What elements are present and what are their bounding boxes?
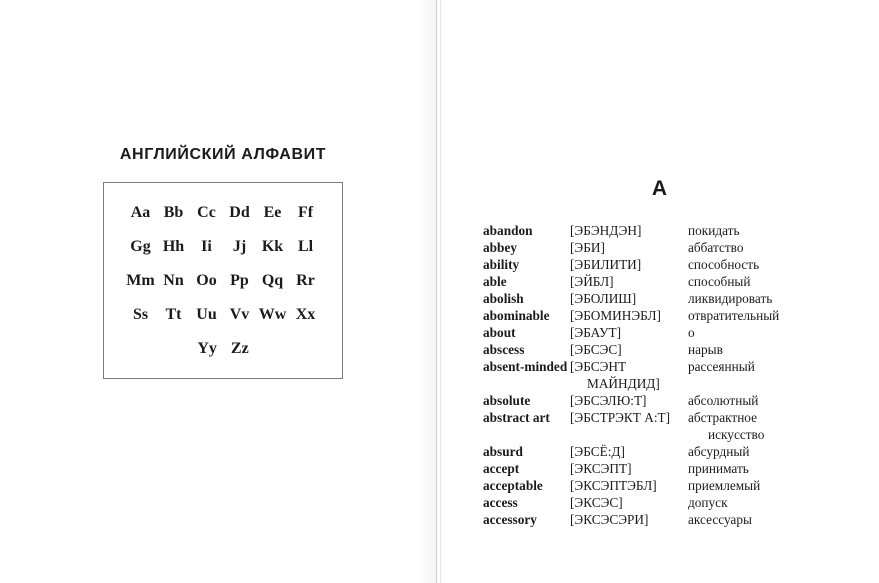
translation-line-1: абстрактное — [688, 410, 758, 425]
letter-pair: Ff — [297, 204, 314, 221]
alphabet-row — [104, 272, 342, 306]
entry-transcription: [ЭКСЭПТЭБЛ] — [570, 478, 657, 493]
dictionary-entry — [483, 494, 855, 511]
letter-pair: Ww — [258, 306, 287, 323]
entry-translation: способный — [688, 274, 751, 289]
entry-transcription: [ЭБСЁ:Д] — [570, 444, 625, 459]
entry-word: abominable — [483, 308, 550, 323]
entry-transcription: [ЭБИ] — [570, 240, 605, 255]
letter-pair: Aa — [130, 204, 151, 221]
alphabet-row — [104, 340, 342, 374]
entry-translation: принимать — [688, 461, 749, 476]
entry-translation: абсолютный — [688, 393, 759, 408]
entry-transcription: [ЭКСЭС] — [570, 495, 623, 510]
letter-pair: Kk — [261, 238, 284, 255]
dictionary-entry — [483, 341, 855, 358]
entry-word: ability — [483, 257, 520, 272]
entry-translation: приемлемый — [688, 478, 761, 493]
entry-transcription — [570, 358, 688, 392]
transcription-line-1: [ЭБСЭНТ — [570, 359, 627, 374]
alphabet-row — [104, 204, 342, 238]
entry-word: abandon — [483, 223, 533, 238]
letter-pair: Bb — [163, 204, 184, 221]
letter-pair: Ii — [201, 238, 212, 255]
dictionary-entry — [483, 443, 855, 460]
entry-transcription: [ЭКСЭПТ] — [570, 461, 632, 476]
entry-word: abstract art — [483, 410, 550, 425]
translation-line-2: искусство — [708, 427, 765, 442]
letter-pair: Jj — [232, 238, 247, 255]
letter-pair: Dd — [229, 204, 250, 221]
entry-word: accessory — [483, 512, 537, 527]
dictionary-entries — [483, 222, 855, 528]
entry-transcription: [ЭКСЭСЭРИ] — [570, 512, 649, 527]
letter-pair: Tt — [165, 306, 182, 323]
section-heading: А — [651, 177, 668, 200]
transcription-line-2: МАЙНДИД] — [587, 376, 660, 391]
letter-pair: Qq — [261, 272, 284, 289]
alphabet-box — [103, 182, 343, 379]
dictionary-entry — [483, 222, 855, 239]
letter-pair: Cc — [197, 204, 216, 221]
entry-translation: ликвидировать — [688, 291, 773, 306]
entry-word: acceptable — [483, 478, 543, 493]
letter-pair: Xx — [295, 306, 316, 323]
entry-translation: нарыв — [688, 342, 723, 357]
entry-translation: рассеянный — [688, 359, 755, 374]
dictionary-entry — [483, 460, 855, 477]
right-page — [440, 0, 879, 583]
entry-word: abbey — [483, 240, 517, 255]
entry-word: about — [483, 325, 516, 340]
letter-pair: Hh — [162, 238, 185, 255]
entry-word: absurd — [483, 444, 523, 459]
alphabet-row — [104, 238, 342, 272]
dictionary-entry — [483, 307, 855, 324]
entry-translation: о — [688, 325, 695, 340]
letter-pair: Ll — [297, 238, 314, 255]
entry-translation: способность — [688, 257, 760, 272]
entry-word: abolish — [483, 291, 524, 306]
entry-translation: допуск — [688, 495, 728, 510]
letter-pair: Zz — [230, 340, 249, 357]
letter-pair: Pp — [230, 272, 249, 289]
dictionary-entry — [483, 256, 855, 273]
letter-pair: Mm — [126, 272, 155, 289]
letter-pair: Yy — [197, 340, 217, 357]
entry-translation: аббатство — [688, 240, 744, 255]
dictionary-entry — [483, 477, 855, 494]
entry-transcription: [ЭБОЛИШ] — [570, 291, 637, 306]
dictionary-entry — [483, 324, 855, 341]
alphabet-row — [104, 306, 342, 340]
letter-pair: Ee — [263, 204, 282, 221]
dictionary-entry — [483, 273, 855, 290]
entry-word: accept — [483, 461, 520, 476]
entry-transcription: [ЭБОМИНЭБЛ] — [570, 308, 661, 323]
dictionary-entry — [483, 290, 855, 307]
entry-translation: абсурдный — [688, 444, 750, 459]
letter-pair: Nn — [163, 272, 184, 289]
dictionary-entry — [483, 358, 855, 392]
entry-word: access — [483, 495, 518, 510]
entry-translation: отвратительный — [688, 308, 780, 323]
letter-pair: Ss — [132, 306, 149, 323]
entry-transcription: [ЭБИЛИТИ] — [570, 257, 642, 272]
letter-pair: Uu — [196, 306, 217, 323]
letter-pair: Oo — [196, 272, 217, 289]
dictionary-entry — [483, 392, 855, 409]
dictionary-entry — [483, 239, 855, 256]
left-page — [0, 0, 437, 583]
entry-word: absolute — [483, 393, 531, 408]
entry-word: absent-minded — [483, 359, 568, 374]
entry-translation — [688, 409, 855, 443]
dictionary-entry — [483, 511, 855, 528]
entry-transcription: [ЭБСЭС] — [570, 342, 622, 357]
entry-word: abscess — [483, 342, 525, 357]
letter-pair: Vv — [229, 306, 250, 323]
entry-transcription: [ЭБСТРЭКТ А:Т] — [570, 410, 671, 425]
entry-transcription: [ЭЙБЛ] — [570, 274, 614, 289]
entry-word: able — [483, 274, 507, 289]
letter-pair: Rr — [296, 272, 315, 289]
entry-transcription: [ЭБСЭЛЮ:Т] — [570, 393, 647, 408]
entry-translation: аксессуары — [688, 512, 752, 527]
entry-translation: покидать — [688, 223, 740, 238]
entry-transcription: [ЭБАУТ] — [570, 325, 622, 340]
entry-transcription: [ЭБЭНДЭН] — [570, 223, 642, 238]
page-title: АНГЛИЙСКИЙ АЛФАВИТ — [119, 146, 327, 163]
dictionary-entry — [483, 409, 855, 443]
letter-pair: Gg — [130, 238, 151, 255]
